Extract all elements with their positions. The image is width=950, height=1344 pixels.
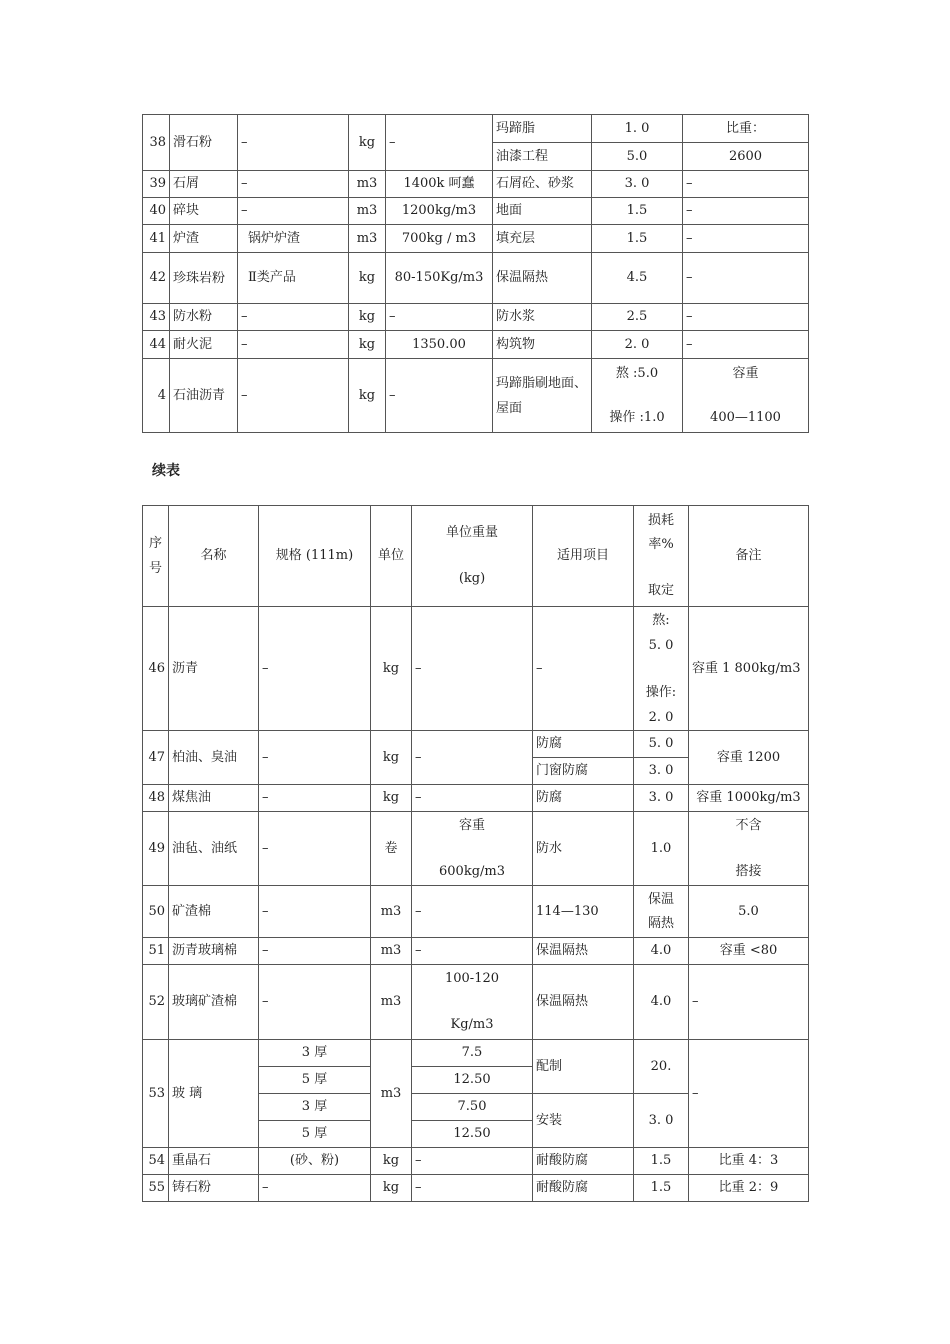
weight-line: Kg/m3	[450, 1017, 494, 1032]
unit-cell: kg	[371, 731, 412, 785]
row-number: 44	[143, 331, 170, 359]
spec-cell: Ⅱ类产品	[238, 253, 349, 304]
note-cell: 容重 1200	[689, 731, 809, 785]
note-line: 搭接	[735, 863, 762, 879]
unit-cell: m3	[371, 938, 412, 965]
project-cell: 保温隔热	[533, 938, 634, 965]
loss-cell: 4.0	[634, 938, 689, 965]
loss-cell: 1.5	[592, 225, 683, 253]
weight-cell: 12.50	[412, 1067, 533, 1094]
spec-cell: 锅炉炉渣	[238, 225, 349, 253]
header-loss-line: 率%	[648, 537, 674, 552]
continued-table-label: 续表	[152, 463, 180, 479]
loss-line: 2. 0	[648, 709, 674, 725]
loss-line: 隔热	[647, 915, 674, 931]
row-number: 54	[143, 1148, 169, 1175]
table-row	[143, 225, 809, 253]
weight-line: 容重	[458, 817, 485, 833]
weight-cell: –	[412, 785, 533, 812]
loss-cell: 5.0	[592, 143, 683, 171]
unit-cell: m3	[349, 198, 386, 225]
spec-cell: 3 厚	[259, 1094, 371, 1121]
loss-cell: 2. 0	[592, 331, 683, 359]
row-number: 40	[143, 198, 170, 225]
unit-cell: m3	[371, 1040, 412, 1148]
header-weight-line: (kg)	[458, 571, 486, 586]
project-cell: 保温隔热	[493, 253, 592, 304]
table-row	[143, 938, 809, 965]
project-cell: 安装	[533, 1094, 634, 1148]
header-weight	[412, 506, 533, 607]
spec-cell: –	[259, 812, 371, 886]
unit-cell: m3	[349, 225, 386, 253]
weight-cell: –	[412, 1175, 533, 1202]
loss-line: 5. 0	[648, 637, 674, 653]
note-cell	[689, 812, 809, 886]
material-name: 石油沥青	[170, 359, 238, 433]
material-name: 沥青玻璃棉	[169, 938, 259, 965]
weight-cell: –	[412, 938, 533, 965]
note-cell: 比重 2：9	[689, 1175, 809, 1202]
note-cell: 5.0	[689, 886, 809, 938]
material-name: 碎块	[170, 198, 238, 225]
loss-cell: 4.5	[592, 253, 683, 304]
project-cell: 防水浆	[493, 304, 592, 331]
note-cell: 比重：	[683, 115, 809, 143]
weight-cell: –	[386, 359, 493, 433]
row-number: 47	[143, 731, 169, 785]
material-name: 防水粉	[170, 304, 238, 331]
table-row	[143, 253, 809, 304]
weight-cell: 12.50	[412, 1121, 533, 1148]
materials-table-part1	[142, 114, 809, 433]
project-cell: 玛蹄脂	[493, 115, 592, 143]
row-number: 43	[143, 304, 170, 331]
material-name: 柏油、臭油	[169, 731, 259, 785]
note-cell: 容重 1 800kg/m3	[689, 607, 809, 731]
weight-cell: 7.5	[412, 1040, 533, 1067]
table-row	[143, 171, 809, 198]
spec-cell: –	[238, 359, 349, 433]
row-number: 48	[143, 785, 169, 812]
header-project: 适用项目	[533, 506, 634, 607]
loss-cell: 3. 0	[634, 1094, 689, 1148]
row-number: 39	[143, 171, 170, 198]
note-line: 400—1100	[710, 409, 781, 425]
weight-cell: –	[386, 304, 493, 331]
note-cell: 2600	[683, 143, 809, 171]
note-cell: –	[683, 225, 809, 253]
table-row	[143, 812, 809, 886]
material-name: 耐火泥	[170, 331, 238, 359]
table-row	[143, 785, 809, 812]
spec-cell: 5 厚	[259, 1067, 371, 1094]
header-name: 名称	[169, 506, 259, 607]
table-row	[143, 886, 809, 938]
loss-cell: 1.5	[634, 1148, 689, 1175]
unit-cell: kg	[371, 785, 412, 812]
loss-line: 熬:	[652, 612, 670, 628]
loss-cell: 20.	[634, 1040, 689, 1094]
note-cell: 容重 1000kg/m3	[689, 785, 809, 812]
material-name: 珍珠岩粉	[170, 253, 238, 304]
table-row	[143, 965, 809, 1040]
project-cell: 防腐	[533, 785, 634, 812]
note-cell: –	[683, 171, 809, 198]
header-no: 序号	[143, 506, 169, 607]
project-cell: –	[533, 607, 634, 731]
header-weight-line: 单位重量	[445, 525, 498, 540]
loss-cell	[634, 886, 689, 938]
spec-cell: –	[259, 731, 371, 785]
note-line: 不含	[735, 817, 762, 833]
table-row	[143, 1040, 809, 1067]
material-name: 油毡、油纸	[169, 812, 259, 886]
unit-cell: kg	[349, 253, 386, 304]
unit-cell: kg	[371, 607, 412, 731]
project-cell: 填充层	[493, 225, 592, 253]
project-cell: 构筑物	[493, 331, 592, 359]
weight-cell: 1350.00	[386, 331, 493, 359]
material-name: 玻 璃	[169, 1040, 259, 1148]
unit-cell: kg	[349, 331, 386, 359]
weight-cell: 1400k 呵蠢	[386, 171, 493, 198]
loss-line: 熬 :5.0	[615, 365, 659, 381]
material-name: 玻璃矿渣棉	[169, 965, 259, 1040]
spec-cell: –	[259, 886, 371, 938]
unit-cell: kg	[349, 115, 386, 171]
row-number: 51	[143, 938, 169, 965]
unit-cell: kg	[349, 304, 386, 331]
loss-cell: 4.0	[634, 965, 689, 1040]
weight-line: 600kg/m3	[439, 863, 505, 879]
material-name: 重晶石	[169, 1148, 259, 1175]
project-cell: 114—130	[533, 886, 634, 938]
loss-cell: 1.5	[634, 1175, 689, 1202]
weight-cell	[412, 812, 533, 886]
loss-line: 操作:	[645, 684, 677, 700]
material-name: 石屑	[170, 171, 238, 198]
unit-cell: kg	[371, 1175, 412, 1202]
loss-cell: 3. 0	[634, 785, 689, 812]
table-row	[143, 304, 809, 331]
weight-cell: –	[412, 886, 533, 938]
spec-cell: –	[259, 607, 371, 731]
weight-line: 100-120	[444, 971, 500, 986]
spec-cell: –	[238, 171, 349, 198]
note-cell: 比重 4：3	[689, 1148, 809, 1175]
spec-cell: –	[259, 938, 371, 965]
row-number: 38	[143, 115, 170, 171]
table-row	[143, 198, 809, 225]
header-spec: 规格 (111m)	[259, 506, 371, 607]
table-header-row	[143, 506, 809, 607]
header-note: 备注	[689, 506, 809, 607]
loss-cell: 5. 0	[634, 731, 689, 758]
spec-cell: 3 厚	[259, 1040, 371, 1067]
spec-cell: –	[238, 115, 349, 171]
unit-cell: m3	[349, 171, 386, 198]
material-name: 煤焦油	[169, 785, 259, 812]
materials-table-part2	[142, 505, 809, 1202]
unit-cell: kg	[349, 359, 386, 433]
spec-cell: –	[259, 965, 371, 1040]
weight-cell: 80-150Kg/m3	[386, 253, 493, 304]
project-cell: 玛蹄脂刷地面、屋面	[493, 359, 592, 433]
table-row	[143, 359, 809, 433]
spec-cell: –	[238, 304, 349, 331]
unit-cell: m3	[371, 965, 412, 1040]
note-cell: 容重 <80	[689, 938, 809, 965]
unit-cell: m3	[371, 886, 412, 938]
table-row	[143, 731, 809, 758]
header-unit: 单位	[371, 506, 412, 607]
project-cell: 耐酸防腐	[533, 1148, 634, 1175]
weight-cell: –	[412, 1148, 533, 1175]
project-cell: 耐酸防腐	[533, 1175, 634, 1202]
header-loss-line: 损耗	[647, 513, 674, 528]
project-cell: 防水	[533, 812, 634, 886]
note-cell: –	[683, 331, 809, 359]
header-loss-line: 取定	[647, 583, 674, 598]
row-number: 42	[143, 253, 170, 304]
weight-cell: 700kg / m3	[386, 225, 493, 253]
project-cell: 保温隔热	[533, 965, 634, 1040]
spec-cell: –	[259, 785, 371, 812]
table-row	[143, 607, 809, 731]
note-cell: –	[689, 965, 809, 1040]
spec-cell: –	[259, 1175, 371, 1202]
project-cell: 门窗防腐	[533, 758, 634, 785]
row-number: 52	[143, 965, 169, 1040]
note-cell: –	[683, 253, 809, 304]
row-number: 49	[143, 812, 169, 886]
table-row	[143, 1148, 809, 1175]
unit-cell: 卷	[371, 812, 412, 886]
spec-cell: –	[238, 331, 349, 359]
project-cell: 地面	[493, 198, 592, 225]
project-cell: 防腐	[533, 731, 634, 758]
row-number: 53	[143, 1040, 169, 1148]
loss-cell: 2.5	[592, 304, 683, 331]
note-line: 容重	[732, 365, 759, 381]
loss-cell: 1.0	[634, 812, 689, 886]
table-row	[143, 331, 809, 359]
row-number: 55	[143, 1175, 169, 1202]
project-cell: 石屑砼、砂浆	[493, 171, 592, 198]
weight-cell: –	[386, 115, 493, 171]
note-cell	[683, 359, 809, 433]
table-row	[143, 1175, 809, 1202]
loss-cell: 1. 0	[592, 115, 683, 143]
loss-cell: 3. 0	[634, 758, 689, 785]
row-number: 4	[143, 359, 170, 433]
material-name: 炉渣	[170, 225, 238, 253]
loss-cell: 1.5	[592, 198, 683, 225]
spec-cell: –	[238, 198, 349, 225]
spec-cell: 5 厚	[259, 1121, 371, 1148]
weight-cell: 1200kg/m3	[386, 198, 493, 225]
material-name: 铸石粉	[169, 1175, 259, 1202]
material-name: 矿渣棉	[169, 886, 259, 938]
material-name: 沥青	[169, 607, 259, 731]
loss-line: 操作 :1.0	[609, 409, 665, 425]
material-name: 滑石粉	[170, 115, 238, 171]
spec-cell: (砂、粉)	[259, 1148, 371, 1175]
note-cell: –	[683, 304, 809, 331]
row-number: 50	[143, 886, 169, 938]
weight-cell: –	[412, 607, 533, 731]
header-loss	[634, 506, 689, 607]
loss-line: 保温	[647, 891, 674, 907]
project-cell: 油漆工程	[493, 143, 592, 171]
weight-cell	[412, 965, 533, 1040]
weight-cell: –	[412, 731, 533, 785]
table-row	[143, 115, 809, 143]
note-cell: –	[689, 1040, 809, 1148]
loss-cell	[592, 359, 683, 433]
note-cell: –	[683, 198, 809, 225]
row-number: 41	[143, 225, 170, 253]
project-cell: 配制	[533, 1040, 634, 1094]
loss-cell: 3. 0	[592, 171, 683, 198]
weight-cell: 7.50	[412, 1094, 533, 1121]
unit-cell: kg	[371, 1148, 412, 1175]
row-number: 46	[143, 607, 169, 731]
loss-cell	[634, 607, 689, 731]
